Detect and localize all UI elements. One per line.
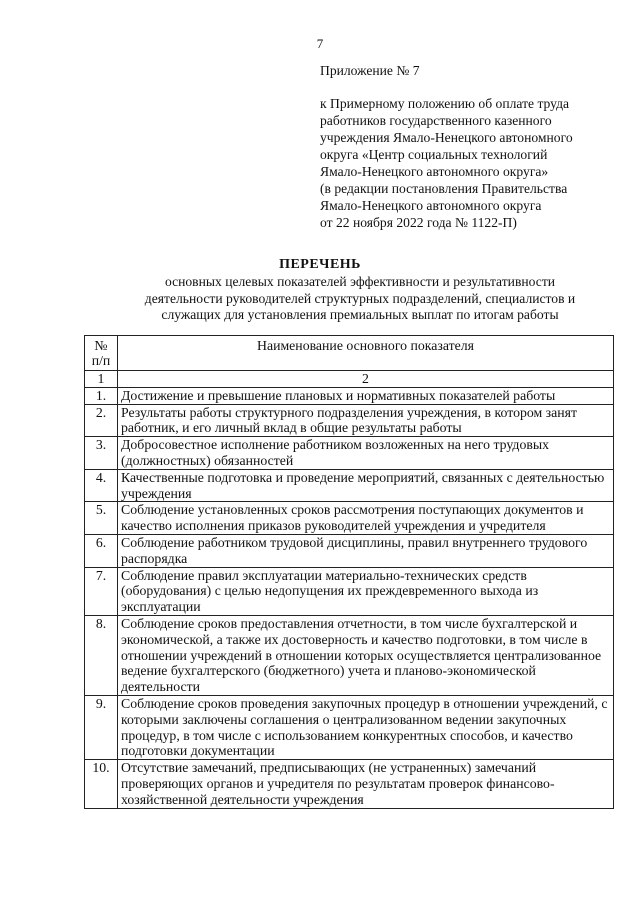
row-number: 2. [85, 404, 118, 437]
row-text: Соблюдение сроков проведения закупочных процедур в отношении учреждений, с которыми заключены соглашения о централизованном ведении закупочных процедур, в том числе с использованием конкурентных способов, и качество подготовки документации [118, 695, 614, 759]
row-number: 6. [85, 534, 118, 567]
table-row [85, 387, 614, 404]
subtitle-line: служащих для установления премиальных выплат по итогам работы [161, 307, 559, 322]
document-subtitle [80, 274, 640, 324]
row-text: Качественные подготовка и проведение мероприятий, связанных с деятельностью учреждения [118, 469, 614, 502]
subtitle-line: деятельности руководителей структурных подразделений, специалистов и [144, 290, 576, 306]
header-name-cell: Наименование основного показателя [118, 336, 614, 371]
appendix-line: работников государственного казенного [320, 113, 552, 128]
indicators-table [84, 335, 614, 809]
row-text: Результаты работы структурного подразделения учреждения, в котором занят работник, и его личный вклад в общие результаты работы [118, 404, 614, 437]
row-number: 5. [85, 502, 118, 535]
appendix-line: (в редакции постановления Правительства [320, 181, 568, 196]
appendix-line: Ямало-Ненецкого автономного округа» [320, 164, 549, 179]
row-number: 3. [85, 437, 118, 470]
header-number-cell [85, 336, 118, 371]
table-row [85, 437, 614, 470]
table-row [85, 567, 614, 615]
row-number: 8. [85, 615, 118, 695]
header-number-abbr: п/п [91, 353, 111, 368]
row-number: 9. [85, 695, 118, 759]
row-text: Добросовестное исполнение работником возложенных на него трудовых (должностных) обязанностей [118, 437, 614, 470]
column-number: 1 [85, 371, 118, 388]
row-text: Соблюдение правил эксплуатации материально-технических средств (оборудования) с целью недопущения их преждевременного выхода из эксплуатации [118, 567, 614, 615]
table-row [85, 404, 614, 437]
appendix-line: от 22 ноября 2022 года № 1122-П) [320, 215, 517, 230]
row-text: Достижение и превышение плановых и нормативных показателей работы [118, 387, 614, 404]
page-number: 7 [316, 36, 324, 51]
appendix-line: округа «Центр социальных технологий [320, 147, 548, 162]
row-number: 4. [85, 469, 118, 502]
appendix-line: учреждения Ямало-Ненецкого автономного [320, 130, 573, 145]
appendix-block [320, 62, 620, 231]
subtitle-line: основных целевых показателей эффективности и результативности [164, 274, 556, 289]
row-text: Соблюдение работником трудовой дисциплины, правил внутреннего трудового распорядка [118, 534, 614, 567]
row-number: 7. [85, 567, 118, 615]
document-title: ПЕРЕЧЕНЬ [279, 257, 361, 272]
header-number-symbol: № [94, 338, 108, 353]
row-text: Соблюдение сроков предоставления отчетности, в том числе бухгалтерской и экономической, а также их достоверность и качество подготовки, в том числе в отношении учреждений в отношении которых осуществляется централизованное ведение бухгалтерского (бюджетного) учета и планово-экономической деятельности [118, 615, 614, 695]
table-header-row [85, 336, 614, 371]
row-text: Соблюдение установленных сроков рассмотрения поступающих документов и качество исполнения приказов руководителей учреждения и учредителя [118, 502, 614, 535]
row-text: Отсутствие замечаний, предписывающих (не устраненных) замечаний проверяющих органов и учредителя по результатам проверок финансово-хозяйственной деятельности учреждения [118, 760, 614, 808]
table-row [85, 469, 614, 502]
appendix-line: Ямало-Ненецкого автономного округа [320, 198, 542, 213]
column-number: 2 [118, 371, 614, 388]
row-number: 1. [85, 387, 118, 404]
row-number: 10. [85, 760, 118, 808]
table-row [85, 615, 614, 695]
appendix-line: к Примерному положению об оплате труда [320, 96, 570, 111]
table-row [85, 760, 614, 808]
appendix-title: Приложение № 7 [320, 63, 420, 78]
column-numbers-row [85, 371, 614, 388]
table-row [85, 534, 614, 567]
table-row [85, 502, 614, 535]
table-row [85, 695, 614, 759]
